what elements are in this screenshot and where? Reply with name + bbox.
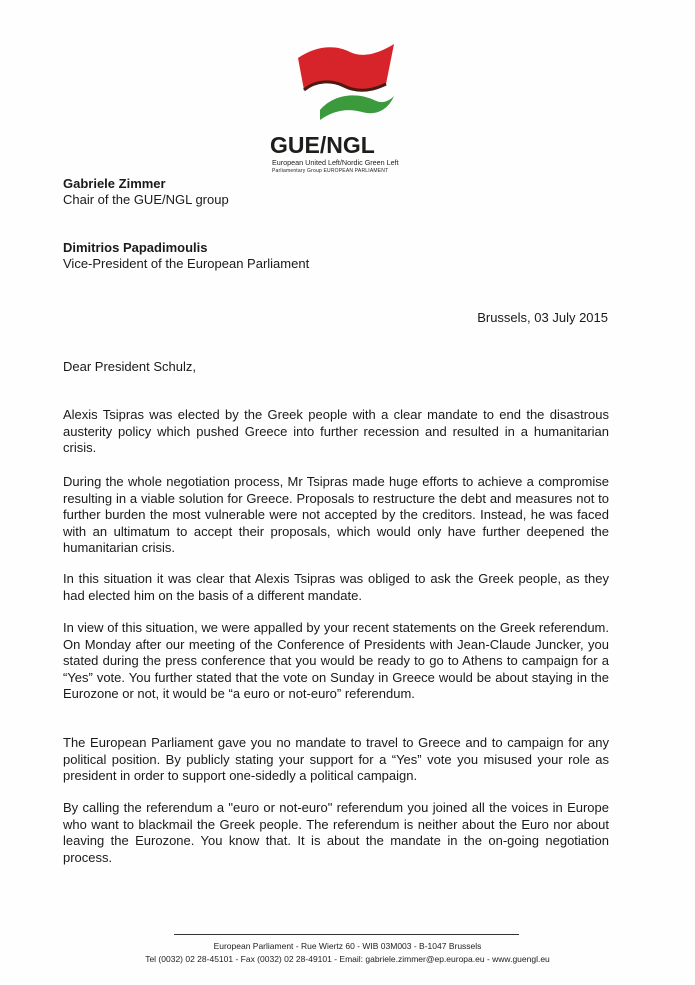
logo-subtitle-line1: European United Left/Nordic Green Left [272,158,399,167]
flag-logo-icon [290,40,400,130]
paragraph-4: In view of this situation, we were appalled by your recent statements on the Greek referendum. On Monday after our meeting of the Conference of Presidents with Jean-Claude Juncker, you stated during the press conference that you would be ready to go to Athens to campaign for a “Yes” vote. You further stated that the vote on Sunday in Greece would be about staying in the Eurozone or not, it would be “a euro or not-euro” referendum. [63,620,609,702]
paragraph-3: In this situation it was clear that Alexis Tsipras was obliged to ask the Greek people, as they had elected him on the basis of a different mandate. [63,571,609,603]
sender-block-2 [63,240,309,272]
salutation: Dear President Schulz, [63,359,196,374]
logo-wordmark: GUE/NGL [270,132,375,158]
footer-address: European Parliament - Rue Wiertz 60 - WIB 03M003 - B-1047 Brussels [213,941,482,951]
logo-subtitle-line2: Parliamentary Group EUROPEAN PARLIAMENT [272,168,389,174]
paragraph-1: Alexis Tsipras was elected by the Greek people with a clear mandate to end the disastrous austerity policy which pushed Greece into further recession and resulted in a humanitarian crisis. [63,407,609,456]
footer-contact: Tel (0032) 02 28-45101 - Fax (0032) 02 28-49101 - Email: gabriele.zimmer@ep.europa.eu - www.guengl.eu [145,954,550,964]
sender2-title: Vice-President of the European Parliament [63,256,310,271]
letter-date: Brussels, 03 July 2015 [477,310,608,325]
sender1-title: Chair of the GUE/NGL group [63,192,229,207]
paragraph-5: The European Parliament gave you no mandate to travel to Greece and to campaign for any political position. By publicly stating your support for a “Yes” vote you misused your role as president in order to support one-sidedly a political campaign. [63,735,609,784]
sender1-name: Gabriele Zimmer [63,176,166,191]
sender2-name: Dimitrios Papadimoulis [63,240,208,255]
footer-divider [174,934,519,935]
paragraph-2: During the whole negotiation process, Mr Tsipras made huge efforts to achieve a compromise resulting in a viable solution for Greece. Proposals to restructure the debt and measures not to further burden the most vulnerable were not accepted by the creditors. Instead, he was faced with an ultimatum to accept their proposals, which would only have further deepened the humanitarian crisis. [63,474,609,556]
paragraph-6: By calling the referendum a "euro or not-euro" referendum you joined all the voices in Europe who want to blackmail the Greek people. The referendum is neither about the Euro nor about leaving the Eurozone. You know that. It is about the mandate in the on-going negotiation process. [63,800,609,865]
sender-block-1 [63,176,229,208]
